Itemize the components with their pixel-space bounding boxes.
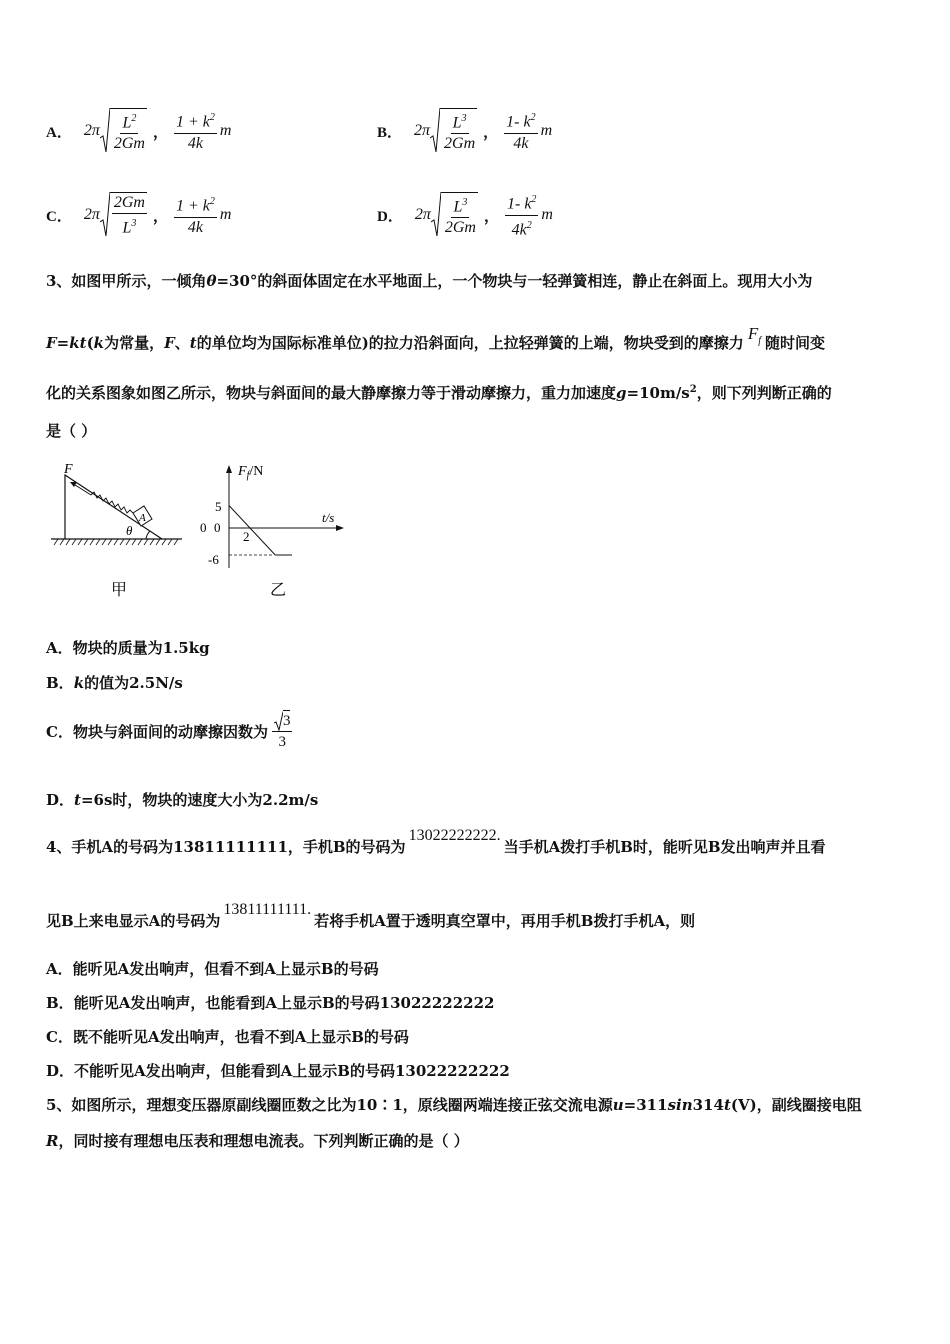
q3-line-4: 是（ ） bbox=[46, 422, 97, 440]
sqrt3-over-3: $\frac{3}{3}$ bbox=[272, 710, 293, 752]
mass-fraction: $\frac{1- k^2}{4k^2}$ bbox=[505, 190, 538, 240]
friction-time-graph bbox=[200, 455, 360, 605]
option-label: A． bbox=[46, 124, 72, 141]
two-pi: 2π bbox=[83, 206, 100, 223]
option-label: C． bbox=[46, 208, 72, 225]
origin-0: 0 bbox=[200, 520, 207, 535]
force-label: F bbox=[64, 462, 73, 477]
force-arrow bbox=[70, 482, 77, 487]
radical: $\frac{L^3}{2Gm}$ bbox=[431, 192, 478, 238]
mass-fraction: $\frac{1 + k^2}{4k}$ bbox=[174, 108, 217, 153]
x-axis-label: t/s bbox=[322, 510, 335, 525]
q3-option-a[interactable]: A．物块的质量为1.5kg bbox=[46, 639, 210, 657]
caption-yi: 乙 bbox=[270, 582, 287, 599]
q3-line-2: F=kt(k为常量，F、t的单位均为国际标准单位)的拉力沿斜面向，上拉轻弹簧的上端，物块受到的摩擦力 $F_f$ 随时间变 bbox=[46, 324, 825, 352]
q3-line-3: 化的关系图象如图乙所示，物块与斜面间的最大静摩擦力等于滑动摩擦力，重力加速度$g=10m/s^2$，则下列判断正确的 bbox=[46, 384, 832, 402]
block-label: A bbox=[139, 512, 146, 524]
q5-line-2: R，同时接有理想电压表和理想电流表。下列判断正确的是（ ） bbox=[46, 1132, 469, 1150]
q2-option-b[interactable]: B． 2π $\frac{L^3}{2Gm}$ ， $\frac{1- k^2}{4k}$ m bbox=[377, 100, 552, 162]
q4-line-2: 见B上来电显示A的号码为13811111111.若将手机A置于透明真空罩中，再用手机B拨打手机A，则 bbox=[46, 901, 696, 930]
y-axis-label: $F_f/N$ bbox=[238, 464, 264, 481]
q4-option-c[interactable]: C．既不能听见A发出响声，也看不到A上显示B的号码 bbox=[46, 1028, 409, 1046]
radical: $\frac{L^3}{2Gm}$ bbox=[430, 108, 477, 154]
q2-option-d[interactable]: D． 2π $\frac{L^3}{2Gm}$ ， $\frac{1- k^2}{4k^2}$ m bbox=[377, 184, 553, 246]
two-pi: 2π bbox=[414, 122, 431, 139]
q3-line-1: 3、如图甲所示，一倾角θ=30°的斜面体固定在水平地面上，一个物块与一轻弹簧相连，静止在斜面上。现用大小为 bbox=[46, 272, 813, 290]
q4-option-a[interactable]: A．能听见A发出响声，但看不到A上显示B的号码 bbox=[46, 960, 379, 978]
q4-line-1: 4、手机A的号码为13811111111，手机B的号码为13022222222.当手机A拨打手机B时，能听见B发出响声并且看 bbox=[46, 827, 826, 856]
spring bbox=[91, 492, 133, 513]
radical: $\frac{2Gm}{L^3}$ bbox=[100, 192, 147, 238]
tick-5: 5 bbox=[215, 499, 222, 514]
phone-number-b: 13022222222. bbox=[408, 827, 501, 844]
two-pi: 2π bbox=[83, 122, 100, 139]
caption-jia: 甲 bbox=[111, 582, 128, 599]
q2-option-a[interactable]: A． 2π $\frac{L^2}{2Gm}$ ， $\frac{1 + k^2}{4k}$ m bbox=[46, 100, 231, 162]
q2-option-c[interactable]: C． 2π $\frac{2Gm}{L^3}$ ， $\frac{1 + k^2}{4k}$ m bbox=[46, 193, 232, 237]
q4-option-d[interactable]: D．不能听见A发出响声，但能看到A上显示B的号码13022222222 bbox=[46, 1062, 510, 1080]
q3-option-b[interactable]: B．k的值为2.5N/s bbox=[46, 674, 183, 692]
q3-option-c[interactable]: C． 物块与斜面间的动摩擦因数为 $\frac{3}{3}$ bbox=[46, 705, 292, 757]
tick-2: 2 bbox=[243, 529, 250, 544]
mass-fraction: $\frac{1 + k^2}{4k}$ bbox=[174, 192, 217, 237]
two-pi: 2π bbox=[414, 206, 431, 223]
incline-diagram bbox=[46, 455, 196, 605]
option-label: D． bbox=[377, 208, 403, 225]
q3-option-d[interactable]: D．t=6s时，物块的速度大小为2.2m/s bbox=[46, 791, 319, 809]
phone-number-a: 13811111111. bbox=[223, 901, 312, 918]
radical: $\frac{L^2}{2Gm}$ bbox=[100, 108, 147, 154]
q5-line-1: 5、如图所示，理想变压器原副线圈匝数之比为10∶1，原线圈两端连接正弦交流电源u=311sin314t(V)，副线圈接电阻 bbox=[46, 1096, 862, 1114]
angle-label: θ bbox=[126, 523, 133, 538]
tick-0: 0 bbox=[214, 520, 221, 535]
friction-symbol: $F_f$ bbox=[747, 324, 761, 347]
mass-fraction: $\frac{1- k^2}{4k}$ bbox=[504, 108, 537, 153]
option-label: B． bbox=[377, 124, 403, 141]
series-line bbox=[229, 506, 292, 556]
tick-neg6: -6 bbox=[208, 552, 219, 567]
q4-option-b[interactable]: B．能听见A发出响声，也能看到A上显示B的号码13022222222 bbox=[46, 994, 495, 1012]
